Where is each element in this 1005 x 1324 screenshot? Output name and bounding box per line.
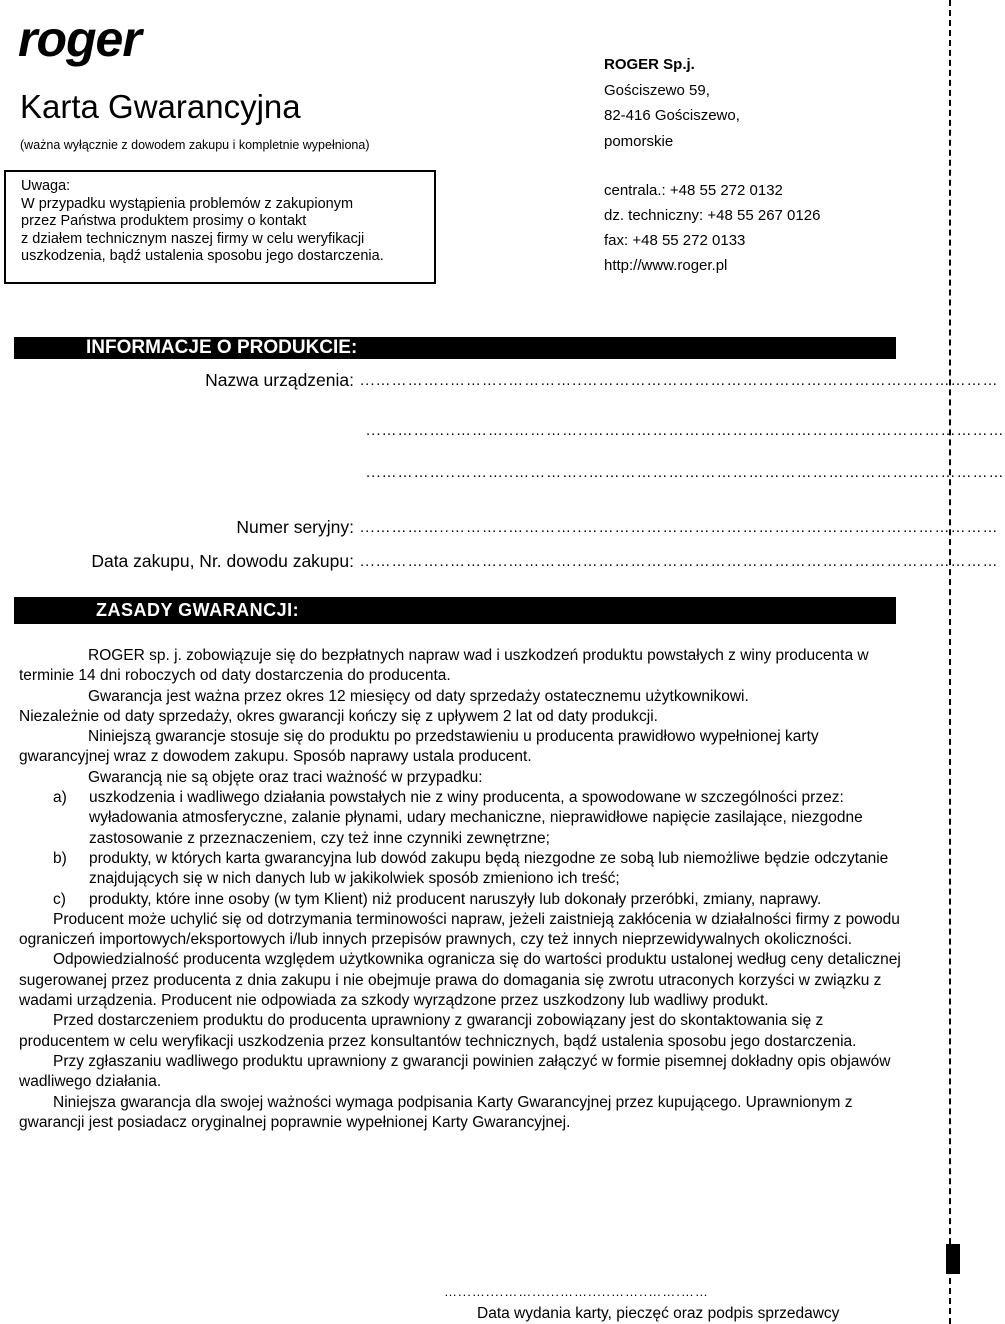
notice-box bbox=[4, 170, 436, 284]
exclusion-marker: b) bbox=[53, 849, 67, 867]
company-name: ROGER Sp.j. bbox=[604, 56, 695, 73]
device-name-field[interactable]: ...…………..………..…………..…………………………………………………………………… bbox=[360, 372, 999, 389]
exclusion-text: produkty, które inne osoby (w tym Klient) niż producent naruszyły lub dokonały przeróbki, zmiany, naprawy. bbox=[89, 890, 822, 908]
address-line: Gościszewo 59, bbox=[604, 81, 710, 99]
rule-paragraph: ROGER sp. j. zobowiązuje się do bezpłatnych napraw wad i uszkodzeń produktu powstałych z winy producenta w terminie 14 dni roboczych od daty dostarczenia do producenta. bbox=[19, 647, 869, 685]
rule-paragraph: Gwarancja jest ważna przez okres 12 miesięcy od daty sprzedaży ostatecznemu użytkownikowi. bbox=[88, 687, 749, 705]
notice-line: przez Państwa produktem prosimy o kontakt bbox=[21, 213, 307, 230]
contact-fax: fax: +48 55 272 0133 bbox=[604, 232, 746, 249]
rule-paragraph: Odpowiedzialność producenta względem użytkownika ogranicza się do wartości produktu ustalonej według ceny detalicznej sugerowanej przez producenta z dnia zakupu i nie obejmuje prawa do domagania się zwrotu utraconych korzyści w związku z wadami urządzenia. Producent nie odpowiada za szkody wyrządzone przez uszkodzony lub wadliwy produkt. bbox=[19, 951, 901, 1010]
notice-line: uszkodzenia, bądź ustalenia sposobu jego dostarczenia. bbox=[21, 248, 384, 265]
exclusion-item bbox=[19, 788, 903, 849]
serial-number-field[interactable]: ...…………..………..…………..…………………………………………………………………… bbox=[360, 519, 999, 536]
address-line: 82-416 Gościszewo, bbox=[604, 107, 740, 124]
notice-line: W przypadku wystąpienia problemów z zakupionym bbox=[21, 195, 354, 212]
exclusion-item bbox=[19, 849, 903, 890]
device-name-label: Nazwa urządzenia: bbox=[205, 370, 354, 390]
signature-label: Data wydania karty, pieczęć oraz podpis sprzedawcy bbox=[477, 1305, 840, 1322]
serial-number-label: Numer seryjny: bbox=[236, 517, 354, 537]
exclusion-text: produkty, w których karta gwarancyjna lub dowód zakupu będą niezgodne ze sobą lub niemożliwe będzie odczytanie znajdujących się w nich danych lub w jakikolwiek sposób zmieniono ich treść; bbox=[89, 849, 889, 888]
page-subtitle: (ważna wyłącznie z dowodem zakupu i kompletnie wypełniona) bbox=[20, 138, 370, 152]
rule-paragraph: Przy zgłaszaniu wadliwego produktu uprawniony z gwarancji powinien załączyć w formie pisemnej dokładny opis objawów wadliwego działania. bbox=[19, 1052, 891, 1091]
cut-line bbox=[949, 0, 951, 1324]
rule-paragraph: Niniejsza gwarancja dla swojej ważności wymaga podpisania Karty Gwarancyjnej przez kupującego. Uprawnionym z gwarancji jest posiadacz oryginalnej poprawnie wypełnionej Karty Gwarancyjnej. bbox=[19, 1093, 853, 1131]
exclusion-text: uszkodzenia i wadliwego działania powstałych nie z winy producenta, a spowodowane w szczególności przez: wyładowania atmosferyczne, zalanie płynami, udary mechaniczne, nieprawidłowe napięcie zasilające, niezgodne zastosowanie z przeznaczeniem, czy też inne czynniki zewnętrzne; bbox=[89, 789, 863, 847]
exclusion-marker: c) bbox=[53, 890, 66, 908]
notice-line: z działem technicznym naszej firmy w celu weryfikacji bbox=[21, 230, 365, 247]
signature-field[interactable]: …...…....……......…….....……..…….…… bbox=[444, 1284, 709, 1299]
device-name-field-line-2[interactable]: ...…………..………..…………..…………………………………………………………………… bbox=[366, 422, 1005, 439]
rule-paragraph: Niezależnie od daty sprzedaży, okres gwarancji kończy się z upływem 2 lat od daty produkcji. bbox=[19, 707, 658, 725]
rule-paragraph: Przed dostarczeniem produktu do producenta uprawniony z gwarancji zobowiązany jest do skontaktowania się z producentem w celu weryfikacji uszkodzenia przez konsultantów technicznych, bądź ustalenia sposobu jego dostarczenia. bbox=[19, 1012, 857, 1050]
contact-phone-tech: dz. techniczny: +48 55 267 0126 bbox=[604, 207, 821, 224]
page-title: Karta Gwarancyjna bbox=[20, 88, 301, 125]
product-info-heading: INFORMACJE O PRODUKCIE: bbox=[14, 337, 896, 359]
address-line: pomorskie bbox=[604, 132, 674, 150]
warranty-rules bbox=[19, 646, 903, 1133]
notice-heading: Uwaga: bbox=[21, 178, 71, 194]
company-contacts bbox=[604, 178, 820, 278]
exclusions-intro: Gwarancją nie są objęte oraz traci ważność w przypadku: bbox=[88, 768, 483, 786]
rule-paragraph: Producent może uchylić się od dotrzymania terminowości napraw, jeżeli zaistnieją zakłócenia w działalności firmy z powodu ograniczeń importowych/eksportowych i/lub innych przepisów prawnych, czy też innych nieprzewidywalnych okoliczności. bbox=[19, 910, 900, 949]
warranty-rules-heading: ZASADY GWARANCJI: bbox=[14, 597, 896, 624]
company-address bbox=[604, 52, 740, 154]
exclusion-item bbox=[19, 890, 903, 910]
contact-phone-main: centrala.: +48 55 272 0132 bbox=[604, 182, 783, 199]
edge-marker bbox=[946, 1244, 960, 1274]
device-name-field-line-3[interactable]: ...…………..………..…………..…………………………………………………………………… bbox=[366, 464, 1005, 481]
purchase-date-field[interactable]: ...…………..………..…………..…………………………………………………………………… bbox=[360, 553, 999, 570]
rule-paragraph: Niniejszą gwarancje stosuje się do produktu po przedstawieniu u producenta prawidłowo wypełnionej karty gwarancyjnej wraz z dowodem zakupu. Sposób naprawy ustala producent. bbox=[19, 728, 819, 766]
purchase-date-label: Data zakupu, Nr. dowodu zakupu: bbox=[91, 551, 354, 571]
exclusion-marker: a) bbox=[53, 789, 67, 807]
roger-logo: roger bbox=[18, 11, 141, 67]
contact-website: http://www.roger.pl bbox=[604, 257, 728, 274]
